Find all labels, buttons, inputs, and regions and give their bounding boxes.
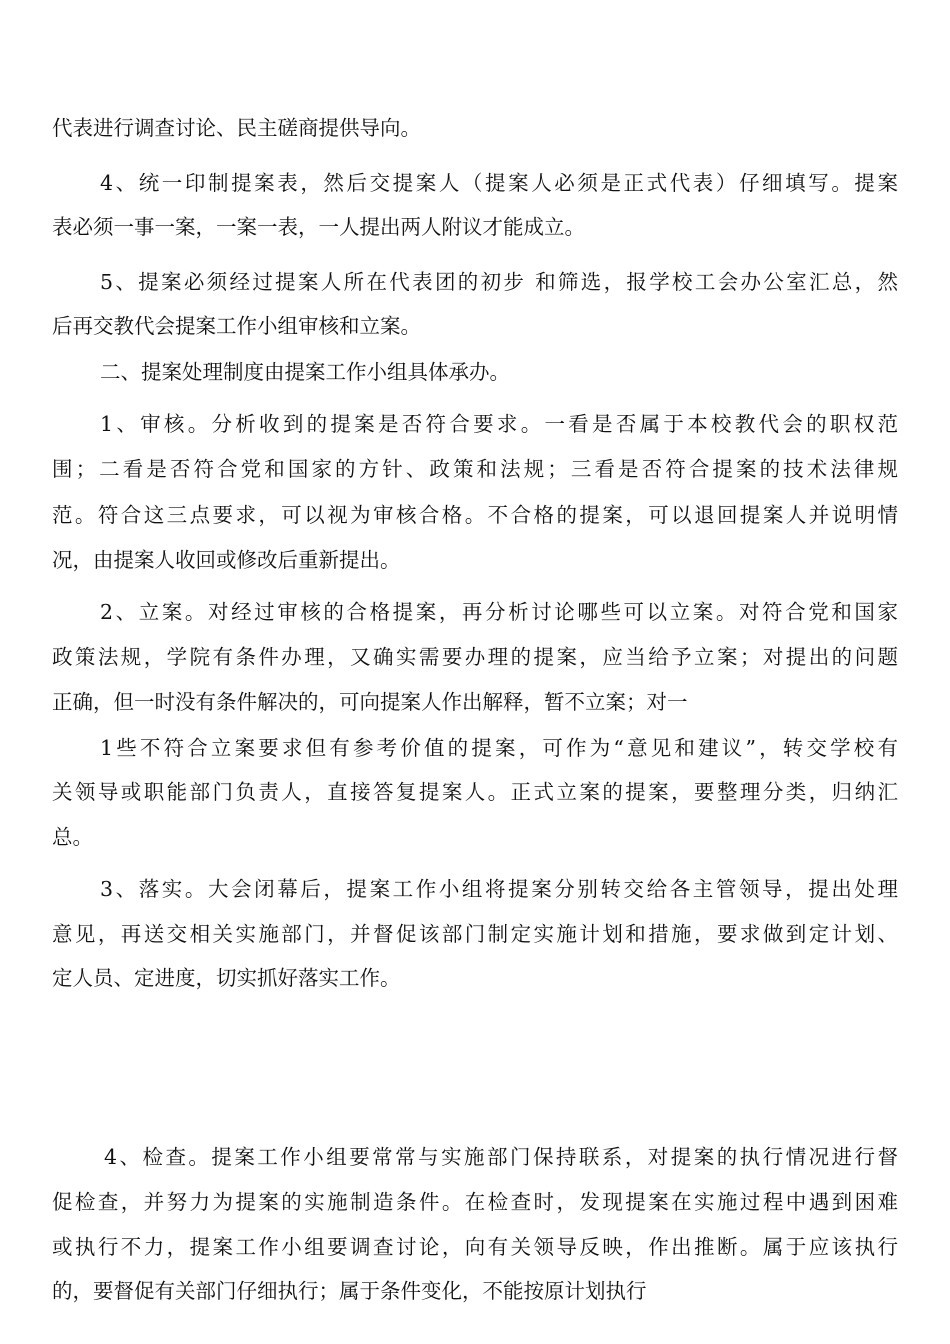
- text-line: 5、提案必须经过提案人所在代表团的初步 和筛选，报学校工会办公室汇总，然: [100, 270, 898, 294]
- text-line: 2、立案。对经过审核的合格提案，再分析讨论哪些可以立案。对符合党和国家: [100, 600, 898, 624]
- text-line: 关领导或职能部门负责人，直接答复提案人。正式立案的提案，要整理分类，归纳汇: [52, 780, 898, 804]
- text-line: 况，由提案人收回或修改后重新提出。: [52, 548, 401, 572]
- text-line: 政策法规，学院有条件办理，又确实需要办理的提案，应当给予立案；对提出的问题: [52, 645, 898, 669]
- text-line: 围；二看是否符合党和国家的方针、政策和法规；三看是否符合提案的技术法律规: [52, 457, 898, 481]
- text-line: 的，要督促有关部门仔细执行；属于条件变化，不能按原计划执行: [52, 1279, 647, 1303]
- text-line: 或执行不力，提案工作小组要调查讨论，向有关领导反映，作出推断。属于应该执行: [52, 1235, 898, 1259]
- text-line: 意见，再送交相关实施部门，并督促该部门制定实施计划和措施，要求做到定计划、: [52, 922, 898, 946]
- text-line: 范。符合这三点要求，可以视为审核合格。不合格的提案，可以退回提案人并说明情: [52, 503, 898, 527]
- section-heading: 二、提案处理制度由提案工作小组具体承办。: [100, 360, 510, 384]
- text-line: 正确，但一时没有条件解决的，可向提案人作出解释，暂不立案；对一: [52, 690, 688, 714]
- text-line: 1些不符合立案要求但有参考价值的提案，可作为“意见和建议”，转交学校有: [100, 736, 898, 760]
- text-line: 总。: [52, 825, 93, 849]
- text-line: 3、落实。大会闭幕后，提案工作小组将提案分别转交给各主管领导，提出处理: [100, 877, 898, 901]
- text-line: 4、检查。提案工作小组要常常与实施部门保持联系，对提案的执行情况进行督: [104, 1145, 898, 1169]
- text-line: 1、审核。分析收到的提案是否符合要求。一看是否属于本校教代会的职权范: [100, 412, 898, 436]
- text-line: 后再交教代会提案工作小组审核和立案。: [52, 314, 421, 338]
- text-line: 促检查，并努力为提案的实施制造条件。在检查时，发现提案在实施过程中遇到困难: [52, 1190, 898, 1214]
- text-line: 4、统一印制提案表，然后交提案人（提案人必须是正式代表）仔细填写。提案: [100, 171, 898, 195]
- text-line: 表必须一事一案，一案一表，一人提出两人附议才能成立。: [52, 215, 585, 239]
- text-line: 代表进行调查讨论、民主磋商提供导向。: [52, 116, 421, 140]
- text-line: 定人员、定进度，切实抓好落实工作。: [52, 966, 401, 990]
